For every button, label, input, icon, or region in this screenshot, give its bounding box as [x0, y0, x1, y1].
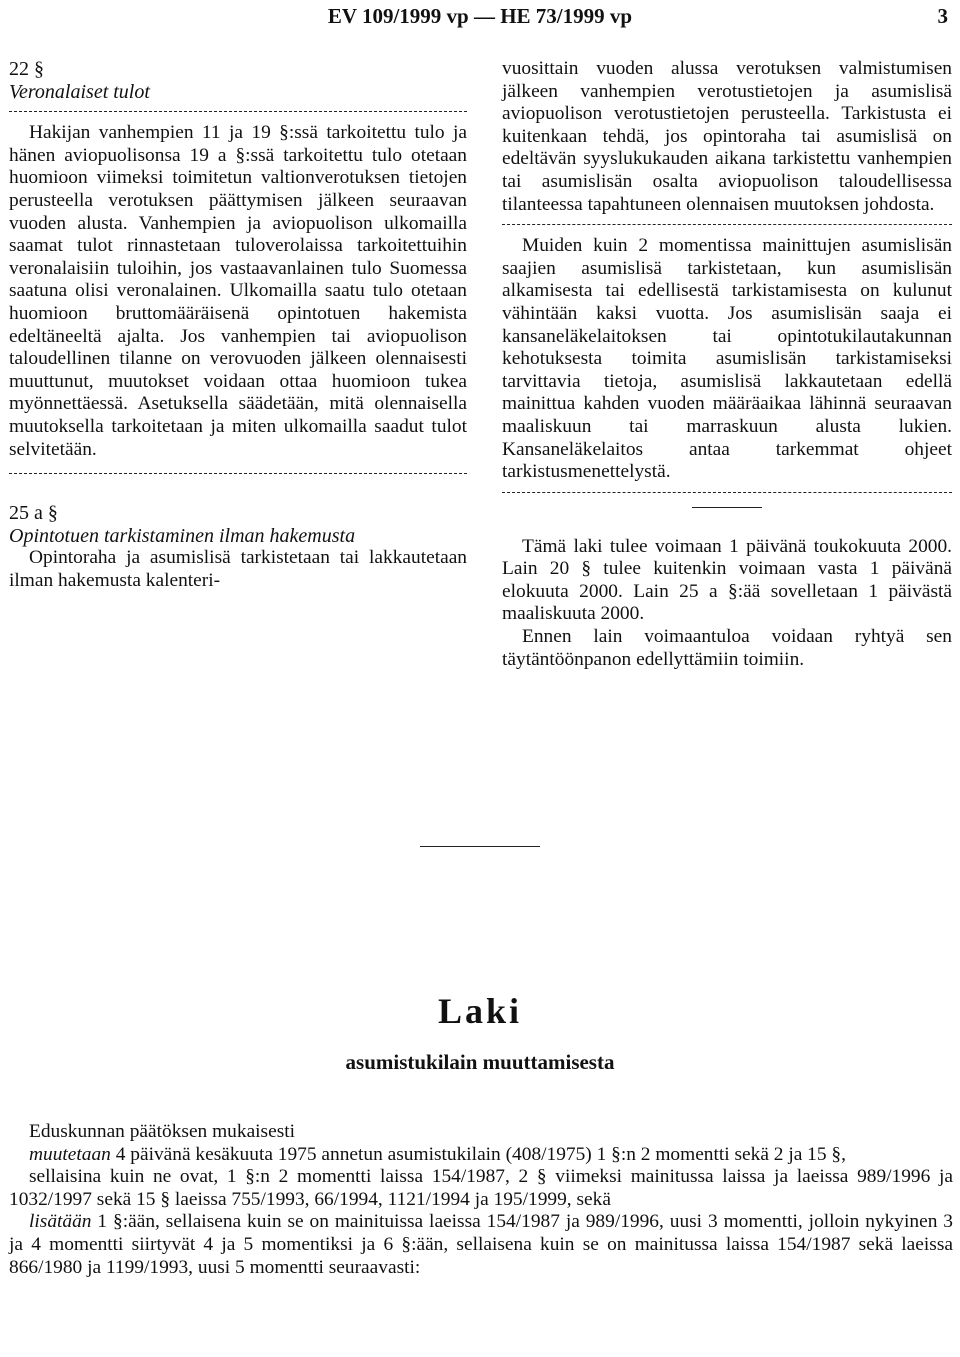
law-heading — [0, 990, 960, 1075]
section-25a-paragraph-3: Muiden kuin 2 momentissa mainittujen asumislisän saajien asumislisä tarkistetaan, kun asumislisän alkamisesta tai edellisestä tarkistamisesta on kulunut vähintään kaksi vuotta. Jos asumislisän saaja ei kansaneläkelaitoksen tai opintotukilautakunnan kehotuksesta toimita asumislisän tarkistamiseksi tarvittavia tietoja, asumislisä lakkautetaan edellä mainittua kahden vuoden määräaikaa lähinnä seuraavan maaliskuun tai marraskuun alusta lukien. Kansaneläkelaitos antaa tarkemmat ohjeet tarkistusmenettelystä. — [502, 235, 952, 483]
law-subtitle: asumistukilain muuttamisesta — [345, 1050, 615, 1074]
section-25a-continuation: vuosittain vuoden alussa verotuksen valmistumisen jälkeen vanhempien verotustietojen ja asumislisä aviopuolison verotustietojen perusteella. Tarkistusta ei kuitenkaan tehdä, jos opintoraha tai asumislisä on edeltävän syyslukukauden aikana tarkistettu vanhempien tai asumislisän osalta aviopuolison taloudellisessa tilanteessa tapahtuneen olennaisen muutoksen johdosta. — [502, 58, 952, 215]
page-number: 3 — [937, 4, 948, 28]
omission-dashes — [502, 492, 952, 493]
section-22-text: Hakijan vanhempien 11 ja 19 §:ssä tarkoitettu tulo ja hänen aviopuolisonsa 19 a §:ssä tarkoitettu tulo otetaan huomioon viimeksi toimitetun valtionverotuksen tietojen perusteella verotuksen päättymisen jälkeen seuraavan vuoden alusta. Vanhempien ja aviopuolison ulkomailla saamat tulot rinnastetaan tuloverolaissa tarkoitettuihin veronalaisiin tuloihin, jos vastaavanlainen tulo Suomessa saatuna olisi veronalainen. Ulkomailla saatu tulo otetaan huomioon bruttomääräisenä opintotuen hakemista edeltäneeltä ajalta. Jos vanhempien tai aviopuolison taloudellinen tilanne on verovuoden jälkeen olennaisesti muuttunut, muutokset voidaan ottaa huomioon tukea myönnettäessä. Asetuksella säädetään, mitä olennaisella muutoksella tarkoitetaan ja miten ulkomailla saadut tulot selvitetään. — [9, 122, 467, 460]
implementation-text: Ennen lain voimaantuloa voidaan ryhtyä sen täytäntöönpanon edellyttämiin toimiin. — [502, 626, 952, 670]
section-22-number: 22 § — [9, 58, 44, 80]
law-end-rule — [420, 846, 540, 847]
left-column — [9, 58, 467, 592]
section-separator-rule — [692, 507, 762, 508]
section-25a-number: 25 a § — [9, 502, 58, 525]
preamble-add — [9, 1211, 953, 1279]
add-text: 1 §:ään, sellaisena kuin se on mainituissa laeissa 154/1987 ja 989/1996, uusi 3 momentti, jolloin nykyinen 3 ja 4 momentti siirtyvät 4 ja 5 momentiksi ja 6 §:ään, sellaisena kuin se on mainitussa laissa 154/1987 sekä laeissa 866/1980 ja 1199/1993, uusi 5 momentti seuraavasti: — [9, 1211, 953, 1278]
preamble-amend — [9, 1144, 953, 1167]
preamble-as-they-are: sellaisina kuin ne ovat, 1 §:n 2 momentti laissa 154/1987, 2 § viimeksi mainitussa laissa ja laeissa 989/1996 ja 1032/1997 sekä 15 § laeissa 755/1993, 66/1994, 1121/1994 ja 195/1999, sekä — [9, 1166, 953, 1210]
omission-dashes — [502, 224, 952, 225]
omission-dashes — [9, 473, 467, 474]
law-title: Laki — [437, 991, 523, 1031]
document-reference: EV 109/1999 vp — HE 73/1999 vp — [327, 4, 633, 28]
entry-into-force-text: Tämä laki tulee voimaan 1 päivänä toukokuuta 2000. Lain 20 § tulee kuitenkin voimaan vasta 1 päivänä elokuuta 2000. Lain 25 a §:ää sovelletaan 1 päivästä maaliskuuta 2000. — [502, 535, 952, 625]
amend-label: muutetaan — [29, 1143, 111, 1165]
amend-text: 4 päivänä kesäkuuta 1975 annetun asumistukilain (408/1975) 1 §:n 2 momentti sekä 2 ja 15 §, — [110, 1143, 846, 1165]
page-header — [0, 2, 960, 30]
section-25a-title: Opintotuen tarkistaminen ilman hakemusta — [9, 524, 356, 547]
add-label: lisätään — [29, 1211, 92, 1233]
law-preamble — [9, 1121, 953, 1279]
section-25a-text: Opintoraha ja asumislisä tarkistetaan tai lakkautetaan ilman hakemusta kalenteri- — [9, 547, 467, 591]
right-column — [502, 58, 952, 671]
preamble-intro: Eduskunnan päätöksen mukaisesti — [29, 1121, 296, 1142]
omission-dashes — [9, 111, 467, 112]
section-22-title: Veronalaiset tulot — [9, 80, 150, 103]
